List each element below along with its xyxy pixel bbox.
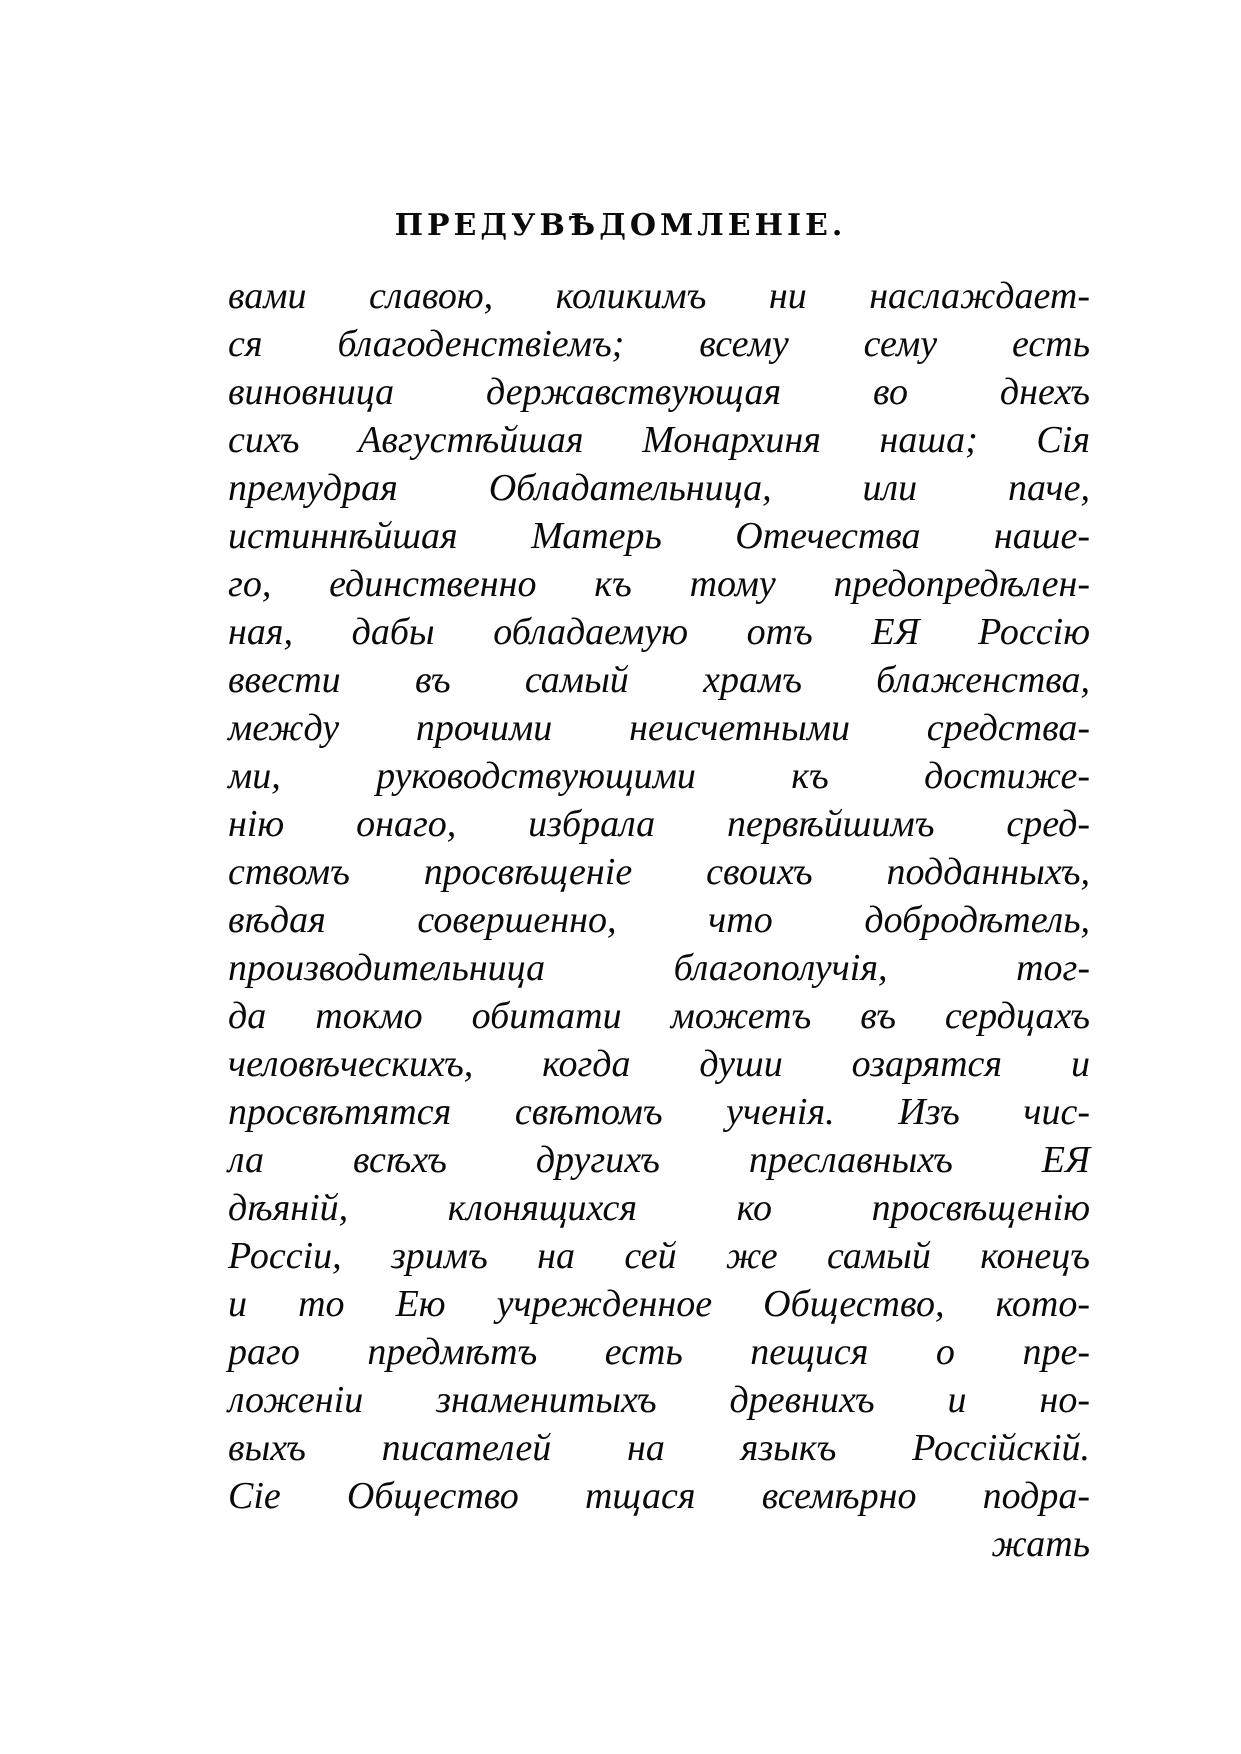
text-line: вами славою, коликимъ ни наслаждает- xyxy=(228,275,1090,317)
text-line: ми, руководствующими къ достиже- xyxy=(228,755,1090,797)
text-line: нію онаго, избрала первѣйшимъ сред- xyxy=(228,803,1090,845)
text-line: ствомъ просвѣщеніе своихъ подданныхъ, xyxy=(228,851,1090,893)
text-line: Россіи, зримъ на сей же самый конецъ xyxy=(228,1235,1090,1277)
text-line: ввести въ самый храмъ блаженства, xyxy=(228,659,1090,701)
text-line: сихъ Августѣйшая Монархиня наша; Сія xyxy=(228,419,1090,461)
text-line: просвѣтятся свѣтомъ ученія. Изъ чис- xyxy=(228,1091,1090,1133)
text-line: между прочими неисчетными средства- xyxy=(228,707,1090,749)
text-line: ся благоденствіемъ; всему сему есть xyxy=(228,323,1090,365)
text-line: ная, дабы обладаемую отъ ЕЯ Россію xyxy=(228,611,1090,653)
text-line: вѣдая совершенно, что добродѣтель, xyxy=(228,899,1090,941)
text-line: го, единственно къ тому предопредѣлен- xyxy=(228,563,1090,605)
text-line: Сіе Общество тщася всемѣрно подра- xyxy=(228,1475,1090,1517)
text-line: да токмо обитати можетъ въ сердцахъ xyxy=(228,995,1090,1037)
text-line: и то Ею учрежденное Общество, кото- xyxy=(228,1283,1090,1325)
body-text xyxy=(228,272,1090,1568)
text-line: ложеніи знаменитыхъ древнихъ и но- xyxy=(228,1379,1090,1421)
text-line: виновница державствующая во днехъ xyxy=(228,371,1090,413)
text-line: производительница благополучія, тог- xyxy=(228,947,1090,989)
text-line: ла всѣхъ другихъ преславныхъ ЕЯ xyxy=(228,1139,1090,1181)
text-line: дѣяній, клонящихся ко просвѣщенію xyxy=(228,1187,1090,1229)
catchword: жать xyxy=(991,1523,1090,1565)
text-line: премудрая Обладательница, или паче, xyxy=(228,467,1090,509)
text-line: истиннѣйшая Матерь Отечества наше- xyxy=(228,515,1090,557)
text-line: раго предмѣтъ есть пещися о пре- xyxy=(228,1331,1090,1373)
running-header: ПРЕДУВѢДОМЛЕНІЕ. xyxy=(394,208,847,243)
text-line: выхъ писателей на языкъ Россійскій. xyxy=(228,1427,1090,1469)
text-line: человѣческихъ, когда души озарятся и xyxy=(228,1043,1090,1085)
